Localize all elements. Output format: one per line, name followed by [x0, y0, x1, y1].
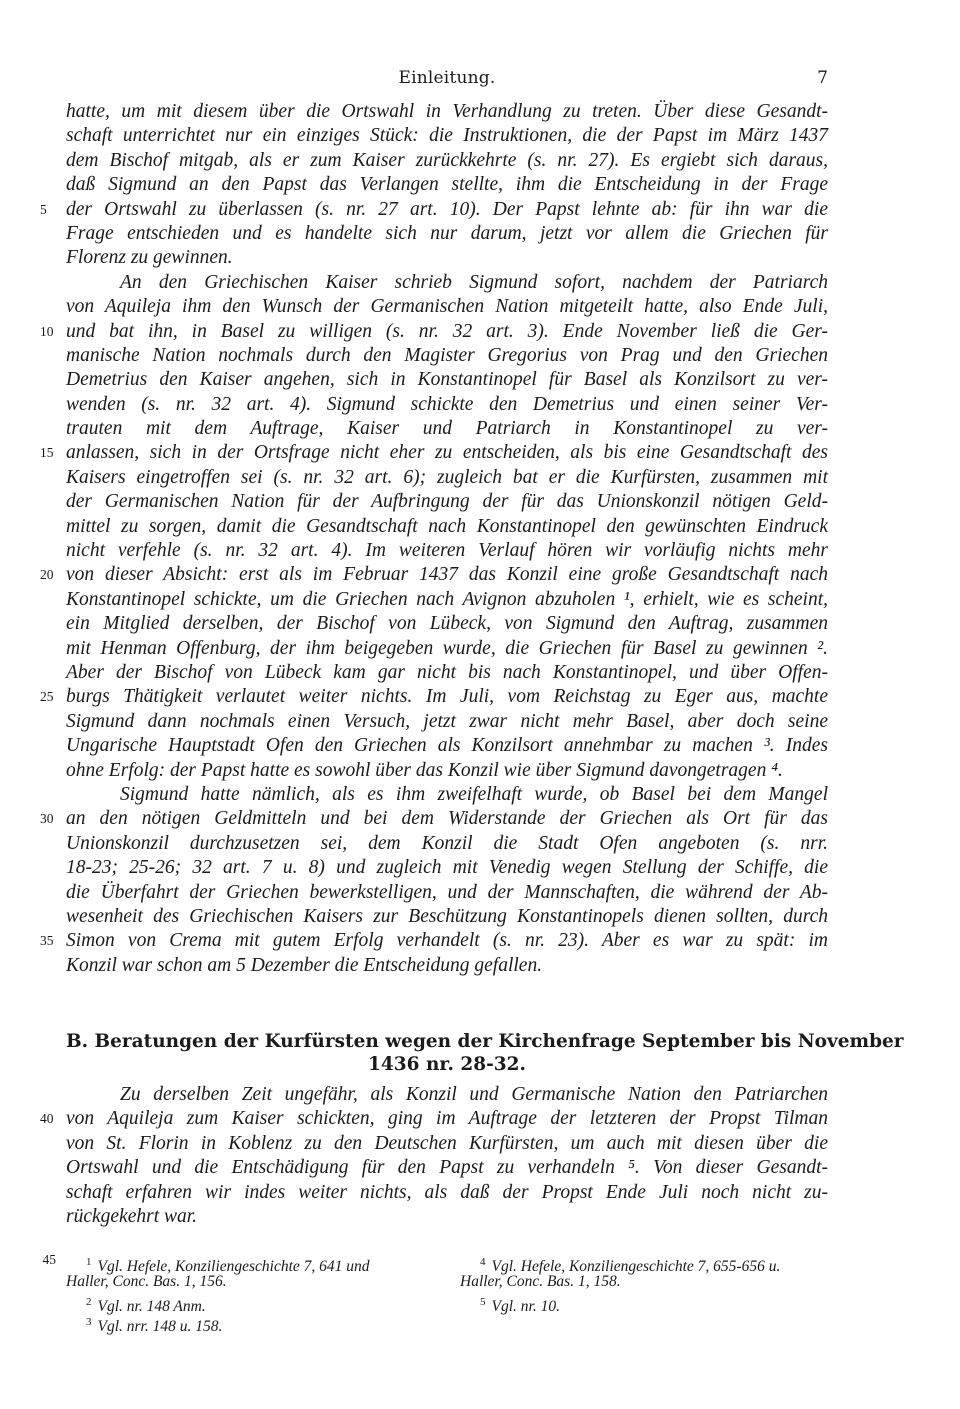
- line-text: die Überfahrt der Griechen bewerkstelligen, und der Mannschaften, die während der Ab-: [66, 881, 828, 903]
- text-line: [66, 637, 828, 661]
- text-line: [66, 1205, 828, 1229]
- line-text: nicht verfehle (s. nr. 32 art. 4). Im weiteren Verlauf hören wir vorläufig nichts mehr: [66, 540, 828, 562]
- text-line: [40, 320, 828, 344]
- text-line: [40, 198, 828, 222]
- line-text: Florenz zu gewinnen.: [66, 247, 233, 269]
- line-text: der Germanischen Nation für der Aufbringung der für das Unionskonzil nötigen Geld-: [66, 491, 828, 513]
- text-line: [66, 466, 828, 490]
- text-line: [66, 856, 828, 880]
- line-text: an den nötigen Geldmitteln und bei dem Widerstande der Griechen als Ort für das: [66, 808, 828, 830]
- line-text: Ortswahl und die Entschädigung für den Papst zu verhandeln ⁵. Von dieser Gesandt-: [66, 1157, 828, 1179]
- line-text: Konstantinopel schickte, um die Griechen nach Avignon abzuholen ¹, erhielt, wie es scheint,: [66, 588, 828, 610]
- footnote-text: Vgl. nrr. 148 u. 158.: [97, 1318, 223, 1336]
- line-text: wenden (s. nr. 32 art. 4). Sigmund schickte den Demetrius und einen seiner Ver-: [66, 393, 828, 415]
- text-line: [66, 905, 828, 929]
- line-text: ohne Erfolg: der Papst hatte es sowohl über das Konzil wie über Sigmund davongetragen ⁴.: [66, 759, 783, 781]
- line-text: ein Mitglied derselben, der Bischof von Lübeck, von Sigmund den Auftrag, zusammen: [66, 613, 828, 635]
- line-text: Sigmund hatte nämlich, als es ihm zweifelhaft wurde, ob Basel bei dem Mangel: [120, 783, 828, 805]
- line-text: mittel zu sorgen, damit die Gesandtschaft nach Konstantinopel den gewünschten Eindruck: [66, 515, 828, 537]
- footnote-marker: 4: [480, 1256, 486, 1268]
- text-line: [66, 368, 828, 392]
- line-text: schaft unterrichtet nur ein einziges Stück: die Instruktionen, die der Papst im März 1437: [66, 125, 828, 147]
- text-line: [40, 1107, 828, 1131]
- line-number: 15: [40, 445, 54, 461]
- line-text: Kaisers eingetroffen sei (s. nr. 32 art. 6); zugleich bat er die Kurfürsten, zusammen mit: [66, 466, 828, 488]
- line-text: manische Nation nochmals durch den Magister Gregorius von Prag und den Griechen: [66, 344, 828, 366]
- line-text: Ungarische Hauptstadt Ofen den Griechen als Konzilsort annehmbar zu machen ³. Indes: [66, 735, 828, 757]
- line-text: daß Sigmund an den Papst das Verlangen stellte, ihm die Entscheidung in der Frage: [66, 174, 828, 196]
- footnote-column-left: [66, 1252, 438, 1336]
- line-text: dem Bischof mitgab, als er zum Kaiser zurückkehrte (s. nr. 27). Es ergiebt sich daraus,: [66, 149, 828, 171]
- line-number: 35: [40, 933, 54, 949]
- line-text: 18-23; 25-26; 32 art. 7 u. 8) und zugleich mit Venedig wegen Stellung der Schiffe, die: [66, 857, 828, 879]
- text-line: [66, 1132, 828, 1156]
- line-text: Sigmund dann nochmals einen Versuch, jetzt zwar nicht mehr Basel, aber doch seine: [66, 710, 828, 732]
- running-title: Einleitung.: [398, 68, 496, 88]
- footnote-text: Haller, Conc. Bas. 1, 158.: [460, 1273, 621, 1290]
- footnote-marker: 5: [480, 1296, 486, 1308]
- line-text: von dieser Absicht: erst als im Februar 1437 das Konzil eine große Gesandtschaft nach: [66, 564, 828, 586]
- text-line: [66, 1156, 828, 1180]
- line-text: Zu derselben Zeit ungefähr, als Konzil und Germanische Nation den Patriarchen: [120, 1084, 828, 1105]
- line-text: der Ortswahl zu überlassen (s. nr. 27 art. 10). Der Papst lehnte ab: für ihn war die: [66, 198, 828, 220]
- text-line: [66, 100, 828, 124]
- footnote-text: Vgl. Hefele, Konziliengeschichte 7, 655-656 u.: [491, 1258, 781, 1276]
- line-number: 25: [40, 689, 54, 705]
- text-line: [66, 734, 828, 758]
- line-text: Demetrius den Kaiser angehen, sich in Konstantinopel für Basel als Konzilsort zu ver-: [66, 369, 828, 391]
- text-line: [40, 563, 828, 587]
- footnote-marker: 3: [86, 1316, 92, 1328]
- line-text: mit Henman Offenburg, der ihm beigegeben wurde, die Griechen für Basel zu gewinnen ².: [66, 637, 828, 659]
- line-text: rückgekehrt war.: [66, 1205, 198, 1227]
- text-line: [66, 222, 828, 246]
- line-text: wesenheit des Griechischen Kaisers zur Beschützung Konstantinopels dienen sollten, durch: [66, 905, 828, 927]
- line-text: Simon von Crema mit gutem Erfolg verhandelt (s. nr. 23). Aber es war zu spät: im: [66, 930, 828, 952]
- footnote-line: [66, 1312, 438, 1336]
- line-text: schaft erfahren wir indes weiter nichts, als daß der Propst Ende Juli noch nicht zu-: [66, 1181, 828, 1203]
- text-line: [66, 612, 828, 636]
- text-line: [40, 929, 828, 953]
- text-line: [40, 441, 828, 465]
- line-text: Konzil war schon am 5 Dezember die Entscheidung gefallen.: [66, 954, 543, 976]
- section-heading: [66, 1030, 904, 1076]
- text-line: [66, 783, 828, 807]
- line-text: trauten mit dem Auftrage, Kaiser und Patriarch in Konstantinopel zu ver-: [66, 418, 828, 440]
- line-text: und bat ihn, in Basel zu willigen (s. nr. 32 art. 3). Ende November ließ die Ger-: [66, 320, 828, 342]
- section-heading-line: B. Beratungen der Kurfürsten wegen der Kirchenfrage September bis November: [66, 1031, 904, 1052]
- text-line: [66, 246, 828, 270]
- text-line: [66, 759, 828, 783]
- line-text: von Aquileja zum Kaiser schickten, ging im Auftrage der letzteren der Propst Tilman: [66, 1108, 828, 1130]
- footnote-line: [66, 1252, 438, 1276]
- text-line: [66, 271, 828, 295]
- line-text: Aber der Bischof von Lübeck kam gar nicht bis nach Konstantinopel, und über Offen-: [66, 661, 828, 683]
- line-text: hatte, um mit diesem über die Ortswahl in Verhandlung zu treten. Über diese Gesandt-: [66, 101, 828, 122]
- footnote-text: Haller, Conc. Bas. 1, 156.: [66, 1273, 227, 1290]
- line-number: 5: [40, 201, 47, 217]
- text-line: [66, 490, 828, 514]
- section-heading-line: 1436 nr. 28-32.: [368, 1054, 526, 1075]
- text-line: [66, 710, 828, 734]
- footnotes: [42, 1252, 828, 1352]
- line-text: burgs Thätigkeit verlautet weiter nichts. Im Juli, vom Reichstag zu Eger aus, machte: [66, 686, 828, 708]
- footnote-column-right: [460, 1252, 828, 1316]
- page-header: [66, 68, 828, 92]
- line-number: 45: [42, 1252, 56, 1267]
- text-line: [66, 832, 828, 856]
- text-line: [66, 173, 828, 197]
- line-text: Unionskonzil durchzusetzen sei, dem Konzil die Stadt Ofen angeboten (s. nrr.: [66, 832, 828, 854]
- line-text: anlassen, sich in der Ortsfrage nicht eher zu entscheiden, als bis eine Gesandtschaft des: [66, 442, 828, 464]
- line-number: 40: [40, 1111, 54, 1127]
- text-line: [66, 149, 828, 173]
- line-text: Frage entschieden und es handelte sich nur darum, jetzt vor allem die Griechen für: [66, 222, 828, 244]
- footnote-text: Vgl. nr. 148 Anm.: [97, 1298, 206, 1316]
- line-text: An den Griechischen Kaiser schrieb Sigmund sofort, nachdem der Patriarch: [120, 271, 828, 293]
- line-number: 10: [40, 323, 54, 339]
- text-line: [66, 1181, 828, 1205]
- text-line: [66, 588, 828, 612]
- text-line: [66, 539, 828, 563]
- footnote-text: Vgl. Hefele, Konziliengeschichte 7, 641 und: [97, 1258, 370, 1276]
- page-number: 7: [817, 68, 828, 88]
- text-line: [66, 295, 828, 319]
- text-line: [66, 393, 828, 417]
- footnote-marker: 2: [86, 1296, 92, 1308]
- text-line: [66, 1083, 828, 1107]
- footnote-line: [460, 1292, 828, 1316]
- text-line: [66, 417, 828, 441]
- text-line: [66, 954, 828, 978]
- footnote-line: [66, 1292, 438, 1316]
- line-text: von Aquileja ihm den Wunsch der Germanischen Nation mitgeteilt hatte, also Ende Juli,: [66, 296, 828, 318]
- text-line: [40, 685, 828, 709]
- text-line: [66, 661, 828, 685]
- text-line: [40, 807, 828, 831]
- line-number: 30: [40, 811, 54, 827]
- text-line: [66, 124, 828, 148]
- footnote-text: Vgl. nr. 10.: [491, 1298, 560, 1316]
- main-text: [40, 100, 828, 978]
- text-line: [66, 881, 828, 905]
- section-text: [40, 1083, 828, 1229]
- footnote-marker: 1: [86, 1256, 92, 1268]
- text-line: [66, 515, 828, 539]
- line-text: von St. Florin in Koblenz zu den Deutschen Kurfürsten, um auch mit diesen über die: [66, 1132, 828, 1154]
- footnote-line: [460, 1252, 828, 1276]
- text-line: [66, 344, 828, 368]
- line-number: 20: [40, 567, 54, 583]
